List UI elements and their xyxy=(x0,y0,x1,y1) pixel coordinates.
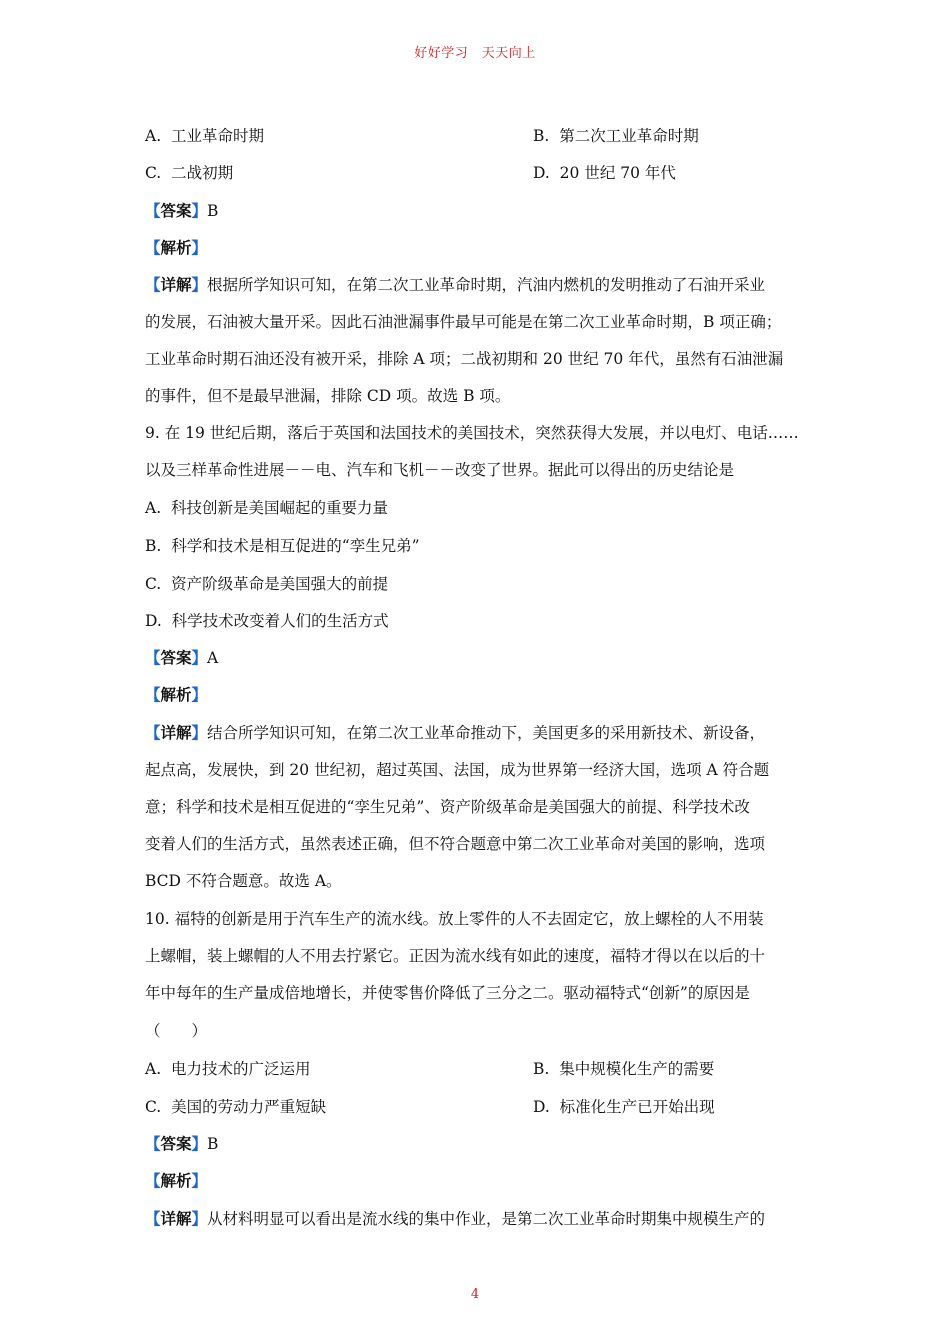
q10-detail-line: 【详解】从材料明显可以看出是流水线的集中作业，是第二次工业革命时期集中规模生产的 xyxy=(145,1209,766,1228)
q8-option-c: C. 二战初期 xyxy=(145,164,234,182)
q8-answer: 【答案】B xyxy=(145,201,219,220)
q8-option-a: A. 工业革命时期 xyxy=(145,127,264,145)
q9-detail-line: 起点高，发展快，到 20 世纪初，超过英国、法国，成为世界第一经济大国，选项 A 符合题 xyxy=(145,761,770,779)
q9-option-b: B. 科学和技术是相互促进的“孪生兄弟” xyxy=(145,537,420,555)
q8-detail-line: 的发展，石油被大量开采。因此石油泄漏事件最早可能是在第二次工业革命时期，B 项正确； xyxy=(145,313,782,331)
q10-analysis-label: 【解析】 xyxy=(145,1171,208,1190)
q10-option-a: A. 电力技术的广泛运用 xyxy=(145,1060,311,1078)
q9-option-d: D. 科学技术改变着人们的生活方式 xyxy=(145,612,389,630)
q9-option-c: C. 资产阶级革命是美国强大的前提 xyxy=(145,575,389,593)
q9-option-a: A. 科技创新是美国崛起的重要力量 xyxy=(145,499,388,517)
q8-option-d: D. 20 世纪 70 年代 xyxy=(533,164,676,182)
q10-option-c: C. 美国的劳动力严重短缺 xyxy=(145,1098,327,1116)
q10-stem-line: 年中每年的生产量成倍地增长，并使零售价降低了三分之二。驱动福特式“创新”的原因是 xyxy=(145,984,750,1002)
q9-detail-line: 意；科学和技术是相互促进的“孪生兄弟”、资产阶级革命是美国强大的前提、科学技术改 xyxy=(145,798,750,816)
q9-detail-line: 【详解】结合所学知识可知，在第二次工业革命推动下，美国更多的采用新技术、新设备， xyxy=(145,723,766,742)
q10-option-d: D. 标准化生产已开始出现 xyxy=(533,1098,715,1116)
q8-option-b: B. 第二次工业革命时期 xyxy=(533,127,699,145)
q9-detail-line: BCD 不符合题意。故选 A。 xyxy=(145,872,342,890)
q8-detail-line: 工业革命时期石油还没有被开采，排除 A 项；二战初期和 20 世纪 70 年代，虽然有石油泄漏 xyxy=(145,350,784,368)
page-header: 好好学习 天天向上 xyxy=(414,46,536,61)
q10-answer: 【答案】B xyxy=(145,1134,219,1153)
q9-stem-line: 9. 在 19 世纪后期，落后于英国和法国技术的美国技术，突然获得大发展，并以电灯、电话…… xyxy=(145,424,799,442)
q8-detail-line: 的事件，但不是最早泄漏，排除 CD 项。故选 B 项。 xyxy=(145,387,511,405)
q10-option-b: B. 集中规模化生产的需要 xyxy=(533,1060,715,1078)
q9-answer: 【答案】A xyxy=(145,648,219,667)
q10-stem-line: 10. 福特的创新是用于汽车生产的流水线。放上零件的人不去固定它，放上螺栓的人不用装 xyxy=(145,910,764,928)
q9-stem-line: 以及三样革命性进展－－电、汽车和飞机－－改变了世界。据此可以得出的历史结论是 xyxy=(145,461,735,479)
q10-stem-line: 上螺帽，装上螺帽的人不用去拧紧它。正因为流水线有如此的速度，福特才得以在以后的十 xyxy=(145,947,766,965)
q8-analysis-label: 【解析】 xyxy=(145,238,208,257)
q9-detail-line: 变着人们的生活方式，虽然表述正确，但不符合题意中第二次工业革命对美国的影响，选项 xyxy=(145,835,766,853)
q10-stem-line: （ ） xyxy=(145,1022,208,1040)
page-number: 4 xyxy=(470,1287,480,1302)
q9-analysis-label: 【解析】 xyxy=(145,685,208,704)
q8-detail-line: 【详解】根据所学知识可知，在第二次工业革命时期，汽油内燃机的发明推动了石油开采业 xyxy=(145,275,766,294)
